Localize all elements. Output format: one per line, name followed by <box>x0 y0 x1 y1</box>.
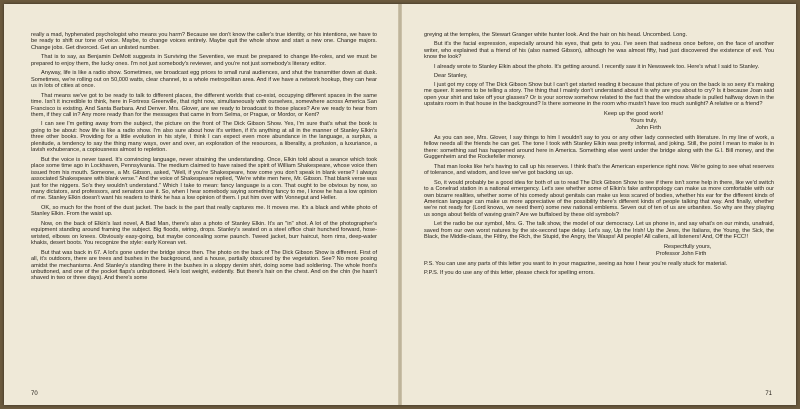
closing: Respectfully yours, <box>664 243 712 250</box>
letter-salutation: Dear Stanley, <box>434 73 468 80</box>
paragraph: But the voice is never taxed. It's convincing language, never straining the understanding. Once, Elkin told about a seance which took place some time ago in Lockhaven, Pennsylvania. The medium claimed to have raised the spirit of William Shakespeare, whose voice then issued from his mouth. Someone, a Mr. Gibson, asked, "Well, if you're Shakespeare, how come you don't speak in blank verse? I always associated Shakespeare with blank verse." And the voice of Shakespeare replied, "We're white men here, Mr. Gibson. That blank verse was just for the niggers. So's they wouldn't understand." Which I take to mean: fancy language is a con. That ought to be obvious by now, so many dictators, and professors, and senators use it. So, when I hear somebody saying something fancy to me, I know he has a low opinion of me. Stanley Elkin doesn't want his readers to think he has a low opinion of them. I put him over with Vonnegut and Heller. <box>31 156 377 202</box>
paragraph: greying at the temples, the Stewart Granger white hunter look. And the hair on his head. Uncombed. Long. <box>424 32 688 38</box>
paragraph: Now, on the back of Elkin's last novel, A Bad Man, there's also a photo of Stanley Elkin. It's an "in" shot. A lot of the photographer's equipment standing around framing the subject. Big floods, wiring, drops. Stanley's seated on a steel office chair hunched forward, hose-wristed, elbows on knees. Obviously easy-going, but maybe concealing some paunch. Tweed jacket, burr haircut, horn rims, deep-water khakis, desert boots. You recognize the style: early Korean vet. <box>31 220 377 247</box>
book-spread <box>4 4 796 405</box>
paragraph: I can see I'm getting away from the subject, the picture on the front of The Dick Gibson Show. Yes, I'm sure that's what the book is going to be about: how life is like a radio show. I'm also sure about how it's written, if it's anything at all in the manner of Stanley Elkin's three other books. Providing for a little evolution in his style, I think I can expect even more abundance in the language, a surplus, a plenitude, a tendency to say the thing many ways, over and over, an exploration of the resources, a liberality, a profusion, a luxuriance, a lavish exhuberance, a copiousness almost to repletion. <box>31 121 377 154</box>
left-page <box>4 4 400 405</box>
paragraph: I already wrote to Stanley Elkin about the photo. It's getting around. I recently saw it in Newsweek too. Here's what I said to Stanley. <box>434 63 760 70</box>
letter-signoff: Keep up the good work! <box>604 110 664 117</box>
signature: Professor John Firth <box>656 251 707 258</box>
paragraph: So, it would probably be a good idea for both of us to read The Dick Gibson Show to see if there isn't some help in there, like we'd switch to a Conelrad station in a national emergency. Let's see whether some of Elkin's fake anthropology can make us more comfortable with our own bizarre realities, whether some of his comedy about genitals can make us less scared of bodies, whether his ear for the different kinds of American language can make us more appreciative of the possibility there's different kinds of people talking that way. And finally, whether we're not ready for (Lord knows, we need them) some new national emblems. Seven out of ten of us are urbanites. So why are they playing us songs about fields of waving grain? Are we buffaloed by these old symbols? <box>424 179 774 218</box>
letter-body: I just got my copy of The Dick Gibson Show but I can't get started reading it because that picture of you on the back is so sexy it's making me queer. It seems to be telling a story. The thing that I mainly don't understand about it is why are you about to cry? Is it because Joan said open your shirt and take off your glasses? Or is your sorrow somehow related to the fact that the window shade is pulled halfway down in the upstairs room in that house in the background? Is there someone in the room who mustn't have too much sunlight? A relative or a friend? <box>424 81 774 108</box>
letter-signature: John Firth <box>636 125 661 132</box>
left-page-text <box>31 32 377 285</box>
paragraph: That means we've got to be ready to talk to different places, the different worlds that co-exist, occupying different spaces in the same time. Isn't it incredible to think, here in Fortress Greenville, that right now, simultaneously with ourselves, somewhere across America San Francisco is existing. And Santa Barbara. And Denver. Mrs. Glover, are we ready to broadcast to those places? Are we ready to hear from them, if they call in? Any more ready than for the messages that came in from Selma, or Prague, or Mordor, or Kent? <box>31 92 377 118</box>
paragraph: That is to say, as Benjamin DeMott suggests in Surviving the Seventies, we must be prepared to change life-roles, and we must be prepared to enjoy them, the lucky ones. I'm not just somebody's reviewer, and you're not just somebody's literary editor. <box>31 54 377 67</box>
paragraph: Let the radio be our symbol, Mrs. G. The talk show, the model of our democracy. Let us phone in, and say what's on our minds, unafraid, saved from our own worst natures by the six-second tape delay. Let's say, Up the Irish! Up the Jews, the Italians, the Young, the Sick, the Black, the Middle-class, the Filthy, the Rich, the Stupid, the Angry, the Wasps! All people! All callers, all listeners! And, Off the FCC!! <box>424 221 774 241</box>
paragraph: OK, so much for the front of the dust jacket. The back is the part that really captures me. It moves me. It's a black and white photo of Stanley Elkin. From the waist up. <box>31 204 377 218</box>
postscript: P.S. You can use any parts of this letter you want to in your magazine, seeing as how I hear you're really stuck for material. <box>424 260 728 267</box>
paragraph: But that was back in 67. A lot's gone under the bridge since then. The photo on the back of The Dick Gibson Show is different. First of all, it's outdoors, there are trees and bushes in the background, and a house, partially obscured by the vegetation. See? No more posing amidst the mechanisms. And Stanley's standing there in the bushes in a sloppy denim shirt, doing some bad soldiering. The whole front's unbuttoned, and one of the pocket flaps's unbuttoned. He's lost weight, evidently. But there's hair on the chest. And on the chin (he hasn't shaved in two or three days). And there's some <box>31 249 377 282</box>
paragraph: That man looks like he's having to call up his reserves. I think that's the American experience right now. We're going to see what reserves of tolerance, and wisdom, and love we've got backing us up. <box>424 163 774 177</box>
paragraph: Anyway, life is like a radio show. Sometimes, we broadcast egg prices to small rural audiences, and shut the transmitter down at dusk. Sometimes, we're rolling out on 50,000 watts, clear channel, to a whole metropolitan area. And if we have a network hookup, they can hear us in lots of cities at once. <box>31 70 377 90</box>
right-page-text <box>424 32 774 280</box>
page-number-left: 70 <box>31 391 38 397</box>
paragraph: really a mad, hyphenated psychologist who means you harm? Because we don't know the caller's true identity, or his intentions, we have to be ready to shift our tone of voice. Maybe, to change voices entirely. Maybe quit the whole show and start a new one. Change majors. Change jobs. Get divorced. Get an unlisted number. <box>31 32 377 51</box>
postscript-2: P.P.S. If you do use any of this letter, please check for spelling errors. <box>424 270 595 277</box>
paragraph: But it's the facial expression, especially around his eyes, that gets to you. I've seen that sadness once before, on the face of another writer, who explained that a friend of his (also named Gibson), although he was almost fifty, had just discovered the existence of evil. You know the look? <box>424 41 774 61</box>
paragraph: As you can see, Mrs. Glover, I say things to him I wouldn't say to you or any other lady connected with literature. In my line of work, a fellow needs all the friends he can get. The tone I took with Stanley Elkin was pretty informal, and joking. Still, the point I mean to make is in there: something sad has happened around here in America. Something else went under the bridge along with the G.I. Bill money, and the Guggenheim and the Rockefeller money. <box>424 134 774 161</box>
right-page <box>400 4 796 405</box>
page-number-right: 71 <box>765 391 772 397</box>
letter-closing: Yours truly, <box>630 117 658 124</box>
